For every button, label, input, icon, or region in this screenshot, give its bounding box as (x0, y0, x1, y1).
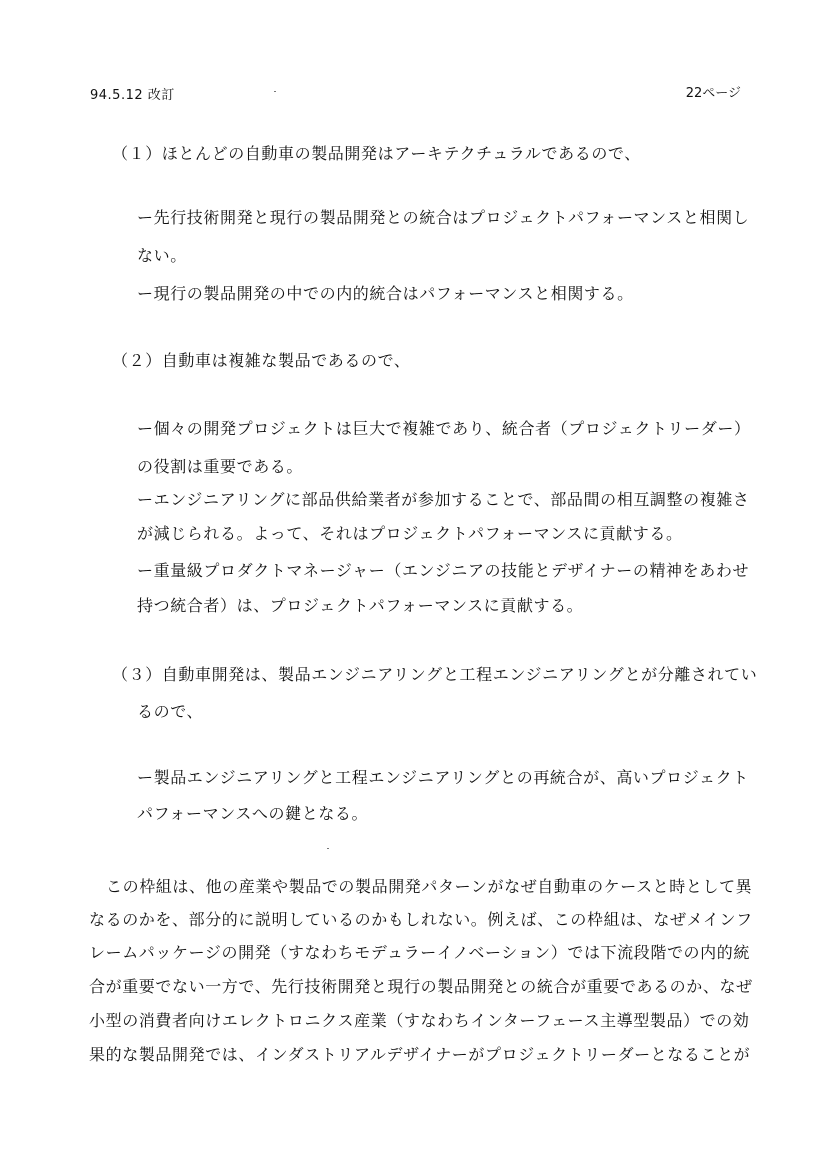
scan-speck (274, 91, 276, 92)
section3-heading: （３）自動車開発は、製品エンジニアリングと工程エンジニアリングとが分離されてい (112, 665, 758, 684)
section2-item: の役割は重要である。 (137, 457, 304, 476)
section2-item: 持つ統合者）は、プロジェクトパフォーマンスに貢献する。 (137, 596, 584, 615)
page-number: 22ページ (685, 86, 741, 101)
paragraph-line: 合が重要でない一方で、先行技術開発と現行の製品開発との統合が重要であるのか、なぜ (89, 977, 753, 996)
paragraph-line: この枠組は、他の産業や製品での製品開発パターンがなぜ自動車のケースと時として異 (106, 877, 753, 896)
section2-item: ー重量級プロダクトマネージャー（エンジニアの技能とデザイナーの精神をあわせ (137, 561, 750, 580)
section1-heading: （１）ほとんどの自動車の製品開発はアーキテクチュラルであるので、 (112, 144, 641, 163)
scan-speck (327, 848, 329, 849)
section1-item: ない。 (137, 246, 187, 265)
paragraph-line: 小型の消費者向けエレクトロニクス産業（すなわちインターフェース主導型製品）での効 (89, 1011, 750, 1030)
section1-item: ー先行技術開発と現行の製品開発との統合はプロジェクトパフォーマンスと相関し (137, 208, 750, 227)
paragraph-line: 果的な製品開発では、インダストリアルデザイナーがプロジェクトリーダーとなることが (89, 1045, 751, 1064)
paragraph-line: なるのかを、部分的に説明しているのかもしれない。例えば、この枠組は、なぜメインフ (89, 910, 753, 929)
section2-heading: （２）自動車は複雑な製品であるので、 (112, 351, 411, 370)
section1-item: ー現行の製品開発の中での内的統合はパフォーマンスと相関する。 (137, 284, 634, 303)
section2-item: ーエンジニアリングに部品供給業者が参加することで、部品間の相互調整の複雑さ (137, 490, 750, 509)
date-revision: 94.5.12 改訂 (90, 88, 175, 103)
section3-item: パフォーマンスへの鍵となる。 (137, 804, 369, 823)
paragraph-line: レームパッケージの開発（すなわちモデュラーイノベーション）では下流段階での内的統 (89, 943, 750, 962)
section3-item: ー製品エンジニアリングと工程エンジニアリングとの再統合が、高いプロジェクト (137, 768, 749, 787)
section2-item: ー個々の開発プロジェクトは巨大で複雑であり、統合者（プロジェクトリーダー） (137, 419, 751, 438)
section2-item: が減じられる。よって、それはプロジェクトパフォーマンスに貢献する。 (137, 524, 683, 543)
section3-heading-continued: るので、 (137, 702, 204, 721)
